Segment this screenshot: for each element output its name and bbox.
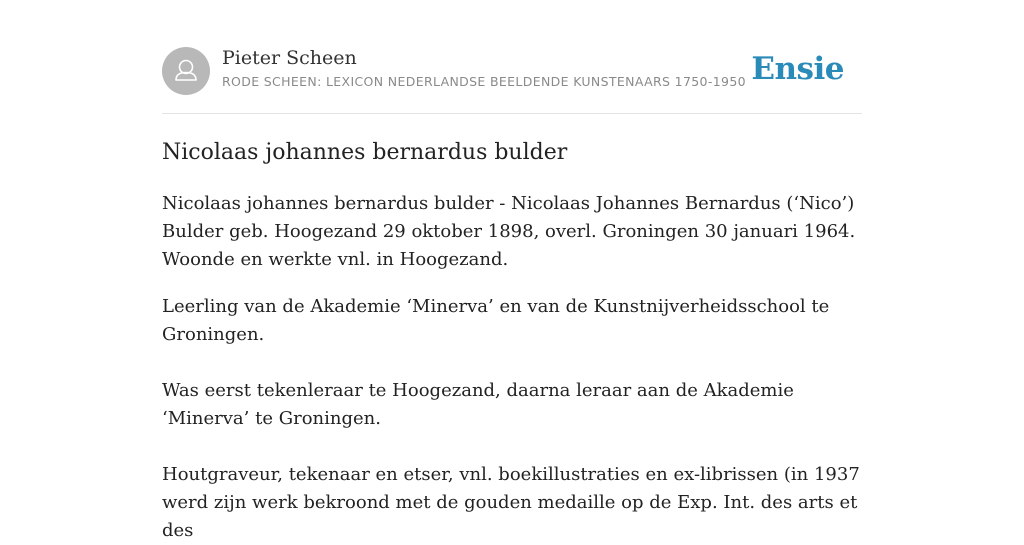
article-header bbox=[162, 46, 862, 96]
article-title: Nicolaas johannes bernardus bulder bbox=[162, 140, 568, 165]
user-silhouette-icon bbox=[162, 47, 210, 95]
brand-logo[interactable]: Ensie bbox=[751, 51, 844, 87]
article-paragraph: Was eerst tekenleraar te Hoogezand, daarna leraar aan de Akademie ‘Minerva’ te Groningen. bbox=[162, 380, 794, 429]
article-paragraph: Nicolaas johannes bernardus bulder - Nicolaas Johannes Bernardus (‘Nico’) Bulder geb. Hoogezand 29 oktober 1898, overl. Groningen 30 januari 1964. Woonde en werkte vnl. in Hoogezand. bbox=[162, 193, 856, 270]
source-title[interactable]: RODE SCHEEN: LEXICON NEDERLANDSE BEELDENDE KUNSTENAARS 1750-1950 bbox=[222, 74, 746, 89]
article-body bbox=[162, 190, 870, 545]
article-paragraph: Leerling van de Akademie ‘Minerva’ en van de Kunstnijverheidsschool te Groningen. bbox=[162, 296, 830, 345]
author-name[interactable]: Pieter Scheen bbox=[222, 47, 357, 69]
author-avatar[interactable] bbox=[162, 47, 210, 95]
header-divider bbox=[162, 113, 862, 114]
article-paragraph: Houtgraveur, tekenaar en etser, vnl. boekillustraties en ex-librissen (in 1937 werd zijn werk bekroond met de gouden medaille op de Exp. Int. des arts et des bbox=[162, 464, 860, 541]
